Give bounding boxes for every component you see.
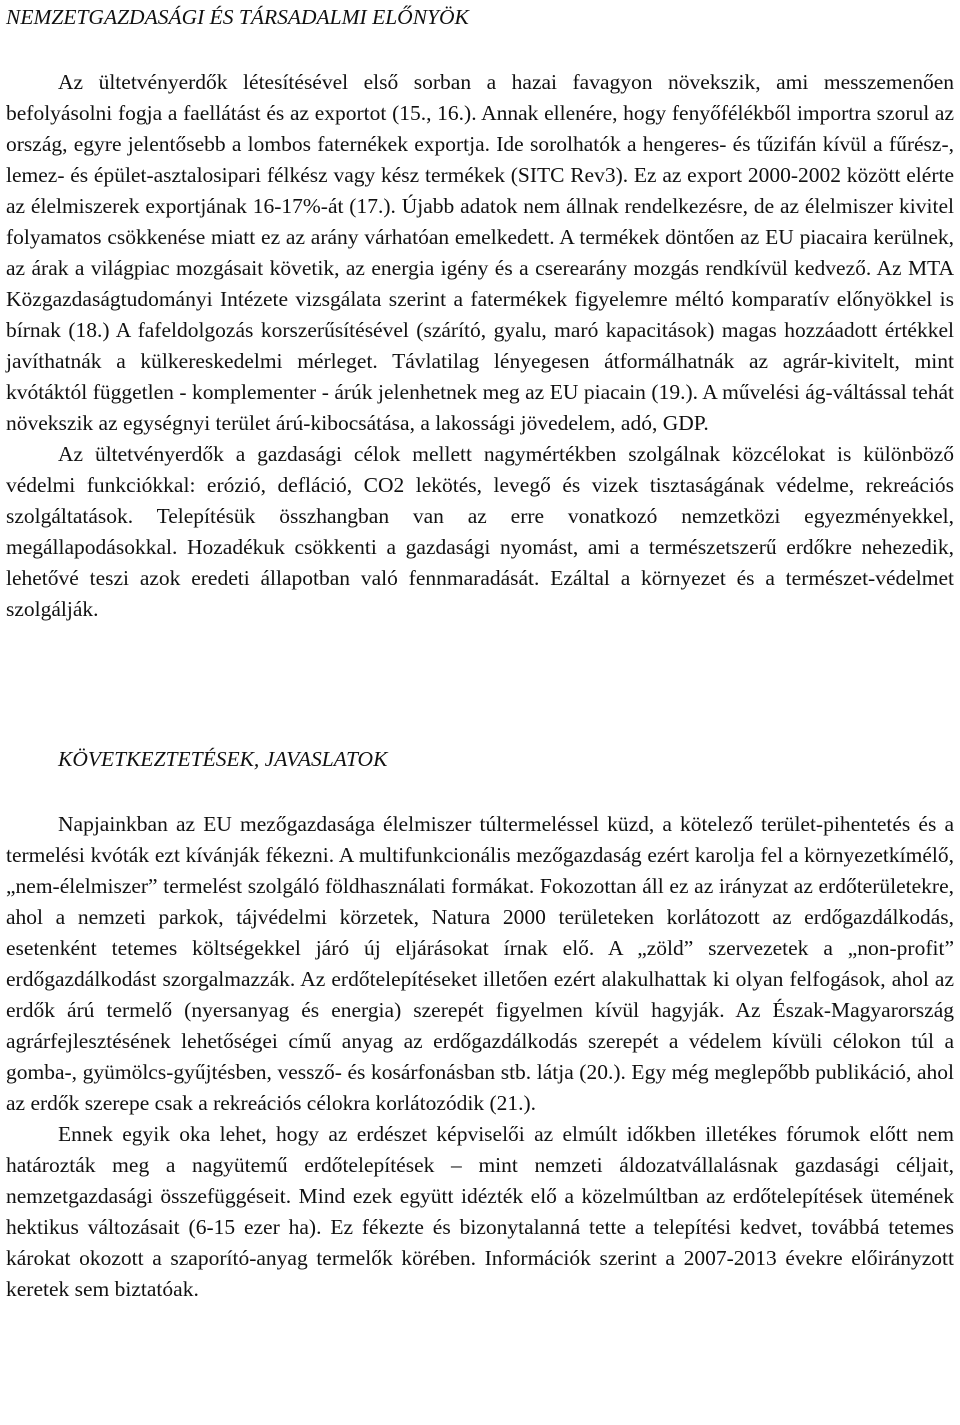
paragraph: Az ültetvényerdők a gazdasági célok mellett nagymértékben szolgálnak közcélokat is különböző védelmi funkciókkal: erózió, defláció, CO2 lekötés, levegő és vizek tisztaságának védelme, rekreációs szolgáltatások. Telepítésük összhangban van az erre vonatkozó nemzetközi egyezményekkel, megállapodásokkal. Hozadékuk csökkenti a gazdasági nyomást, ami a természetszerű erdőkre nehezedik, lehetővé teszi azok eredeti állapotban való fennmaradását. Ezáltal a környezet és a természet-védelmet szolgálják.: [6, 442, 954, 621]
section-heading-economic-benefits: NEMZETGAZDASÁGI ÉS TÁRSADALMI ELŐNYÖK: [6, 5, 469, 29]
paragraph: Az ültetvényerdők létesítésével első sorban a hazai favagyon növekszik, ami messzemenően befolyásolni fogja a faellátást és az exportot (15., 16.). Annak ellenére, hogy fenyőfélékből importra szorul az ország, egyre jelentősebb a lombos faternékek exportja. Ide sorolhatók a hengeres- és tűzifán kívül a fűrész-, lemez- és épület-asztalosipari félkész vagy kész termékek (SITC Rev3). Ez az export 2000-2002 között elérte az élelmiszerek exportjának 16-17%-át (17.). Újabb adatok nem állnak rendelkezésre, de az élelmiszer kivitel folyamatos csökkenése miatt ez az arány várhatóan emelkedett. A termékek döntően az EU piacaira kerülnek, az árak a világpiac mozgásait követik, az energia igény és a cserearány mozgás rendkívül kedvező. Az MTA Közgazdaságtudományi Intézete vizsgálata szerint a fatermékek figyelemre méltó komparatív előnyökkel is bírnak (18.) A fafeldolgozás korszerűsítésével (szárító, gyalu, maró kapacitások) magas hozzáadott értékkel javíthatnák a külkereskedelmi mérleget. Távlatilag lényegesen átformálhatnák az agrár-kivitelt, mint kvótáktól független - komplementer - árúk jelenhetnek meg az EU piacain (19.). A művelési ág-váltással tehát növekszik az egységnyi terület árú-kibocsátása, a lakossági jövedelem, adó, GDP.: [6, 70, 954, 435]
section-body-economic-benefits: [6, 67, 954, 625]
paragraph: Napjainkban az EU mezőgazdasága élelmiszer túltermeléssel küzd, a kötelező terület-pihentetés és a termelési kvóták ezt kívánják fékezni. A multifunkcionális mezőgazdaság ezért karolja fel a környezetkímélő, „nem-élelmiszer” termelést szolgáló földhasználati formákat. Fokozottan áll ez az irányzat az erdőterületekre, ahol a nemzeti parkok, tájvédelmi körzetek, Natura 2000 területeken korlátozott az erdőgazdálkodás, esetenként tetemes költségekkel járó új eljárásokat írnak elő. A „zöld” szervezetek a „non-profit” erdőgazdálkodást szorgalmazzák. Az erdőtelepítéseket illetően ezért alakulhattak ki olyan felfogások, ahol az erdők árú termelő (nyersanyag és energia) szerepét figyelmen kívül hagyják. Az Észak-Magyarország agrárfejlesztésének lehetőségei című anyag az erdőgazdálkodás szerepét a védelem kívüli célokon túl a gomba-, gyümölcs-gyűjtésben, vessző- és kosárfonásban stb. látja (20.). Egy még meglepőbb publikáció, ahol az erdők szerepe csak a rekreációs célokra korlátozódik (21.).: [6, 812, 954, 1115]
section-heading-conclusions: KÖVETKEZTETÉSEK, JAVASLATOK: [58, 747, 388, 771]
paragraph: Ennek egyik oka lehet, hogy az erdészet képviselői az elmúlt időkben illetékes fórumok előtt nem határozták meg a nagyütemű erdőtelepítések – mint nemzeti áldozatvállalásnak gazdasági céljait, nemzetgazdasági összefüggéseit. Mind ezek együtt idézték elő a közelmúltban az erdőtelepítések ütemének hektikus változásait (6-15 ezer ha). Ez fékezte és bizonytalanná tette a telepítési kedvet, továbbá tetemes károkat okozott a szaporító-anyag termelők körében. Információk szerint a 2007-2013 évekre előirányzott keretek sem biztatóak.: [6, 1122, 954, 1301]
section-body-conclusions: [6, 809, 954, 1305]
